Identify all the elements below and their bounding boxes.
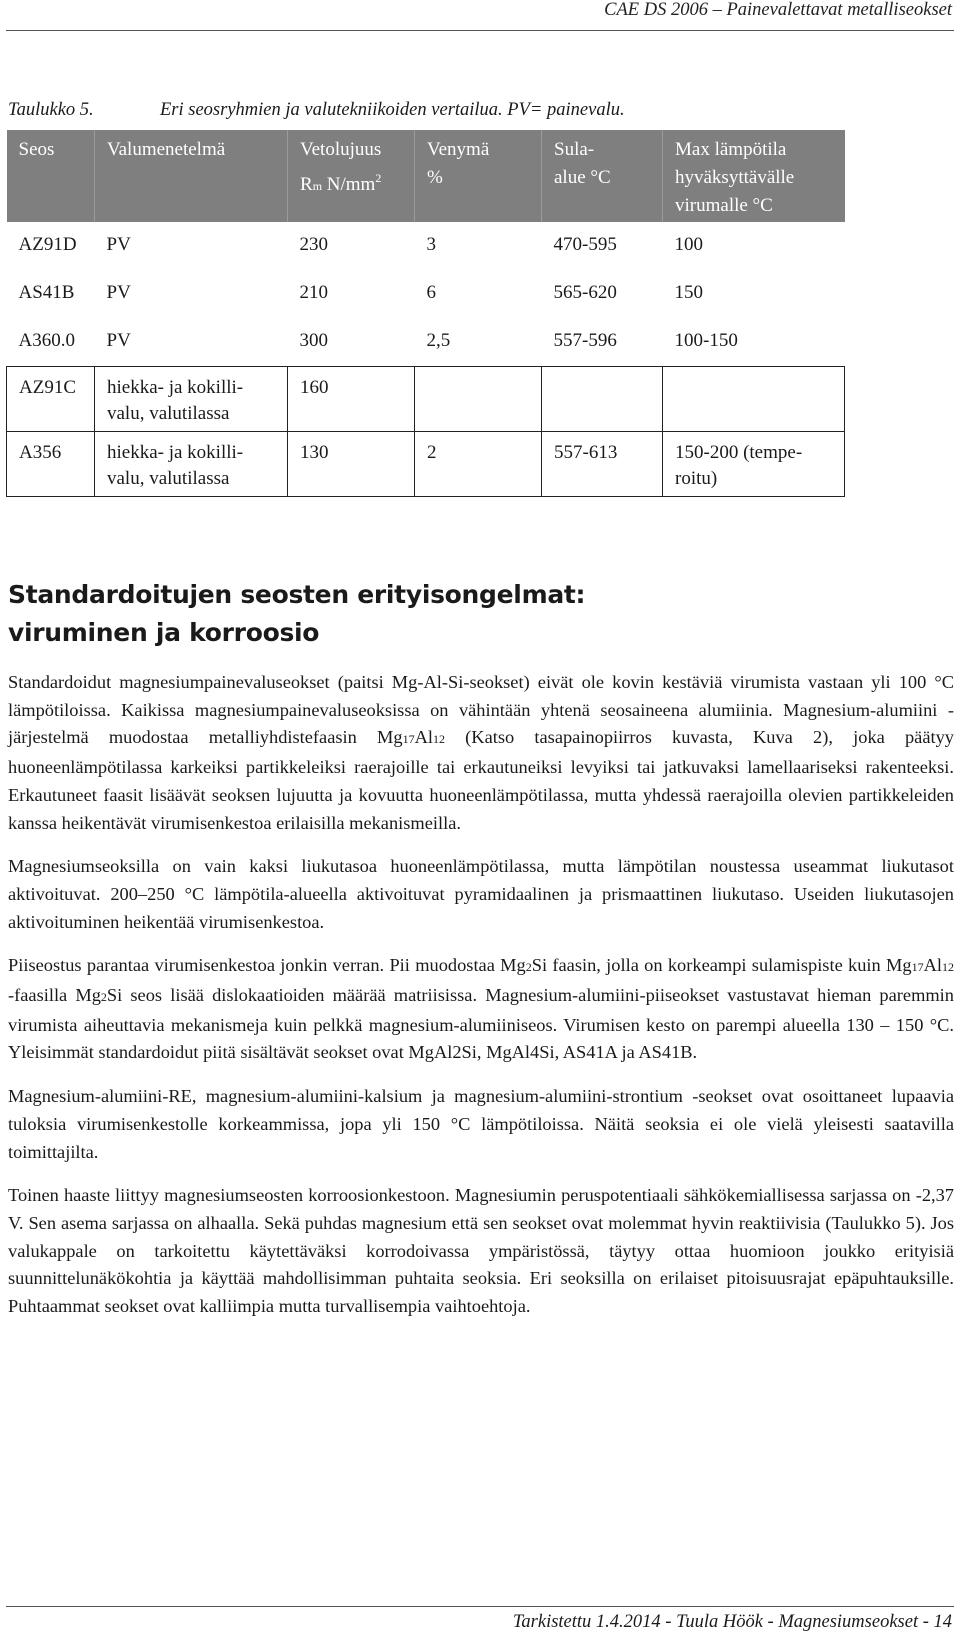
table-row — [7, 432, 845, 497]
cell-seos: AZ91C — [7, 367, 95, 432]
paragraph-1-part-a: Standardoidut magnesiumpainevaluseokset (paitsi Mg-Al-Si-seokset) eivät ole kovin kestäviä virumista vastaan yli 100 °C lämpötiloissa. Kaikissa magnesiumpainevaluseoksissa on vähintään yhtenä seosaineena alumiinia. Magnesium-alumiini -järjestelmä muodostaa metalliyhdistefaasin Mg — [8, 672, 954, 748]
cell-vetolujuus: 300 — [299, 330, 328, 351]
cell-max — [663, 432, 845, 497]
paragraph-4: Magnesium-alumiini-RE, magnesium-alumiini-kalsium ja magnesium-alumiini-strontium -seokset ovat osoittaneet lupaavia tuloksia virumisenkestolle korkeammissa, jopa yli 150 °C lämpötiloissa. Näitä seoksia ei ole vielä yleisesti saatavilla toimittajilta. — [8, 1086, 954, 1162]
header-max-line3: virumalle °C — [675, 195, 773, 216]
cell-sula — [542, 367, 663, 432]
cell-menetelma-line1: hiekka- ja kokilli- — [107, 442, 244, 463]
header-vetolujuus-line1: Vetolujuus — [300, 139, 382, 160]
header-max-line1: Max lämpötila — [675, 139, 787, 160]
header-valumenetelma: Valumenetelmä — [95, 130, 288, 222]
paragraph-3-part-e: Si seos lisää dislokaatioiden määrää matriisissa. Magnesium-alumiini-piiseokset vastustavat hieman paremmin virumista aiheuttavia mekanismeja kuin pelkkä magnesium-alumiiniseos. Virumisen kesto on parempi alueella 130 – 150 °C. Yleisimmät standardoidut piitä sisältävät seokset ovat MgAl2Si, MgAl4Si, AS41A ja AS41B. — [8, 985, 954, 1063]
paragraph-1 — [8, 669, 954, 837]
cell-max-line1: 150-200 (tempe- — [675, 442, 803, 463]
header-sula-alue — [542, 130, 663, 222]
cell-menetelma-line2: valu, valutilassa — [107, 403, 230, 424]
cell-sula: 557-596 — [553, 330, 617, 351]
cell-menetelma-line1: hiekka- ja kokilli- — [107, 377, 244, 398]
section-heading-line2: viruminen ja korroosio — [8, 618, 320, 647]
cell-max: 100 — [674, 234, 703, 255]
cell-vetolujuus: 130 — [288, 432, 415, 497]
cell-vetolujuus: 210 — [299, 282, 328, 303]
subscript: 12 — [942, 960, 954, 975]
cell-sula: 557-613 — [542, 432, 663, 497]
cell-menetelma: PV — [106, 330, 131, 351]
cell-max: 150 — [674, 282, 703, 303]
cell-venyma: 2 — [415, 432, 542, 497]
section-heading — [8, 576, 585, 652]
subscript: 17 — [911, 960, 924, 975]
page-footer: Tarkistettu 1.4.2014 - Tuula Höök - Magnesiumseokset - 14 — [512, 1612, 952, 1632]
header-venyma — [415, 130, 542, 222]
cell-menetelma-line2: valu, valutilassa — [107, 468, 230, 489]
header-vetolujuus — [288, 130, 415, 222]
table-row — [7, 318, 845, 367]
table-caption-label: Taulukko 5. — [8, 100, 94, 120]
header-venyma-line2: % — [427, 167, 443, 188]
header-divider — [6, 30, 954, 31]
table-row — [7, 270, 845, 318]
footer-divider — [6, 1606, 954, 1607]
cell-venyma — [415, 367, 542, 432]
cell-seos: AZ91D — [18, 234, 77, 255]
paragraph-1-part-b: Al — [414, 727, 433, 748]
subscript: 17 — [402, 732, 415, 747]
subscript: 12 — [432, 732, 445, 747]
paragraph-3-part-c: Al — [923, 955, 942, 976]
cell-venyma: 2,5 — [426, 330, 451, 351]
cell-sula: 470-595 — [553, 234, 617, 255]
cell-vetolujuus: 230 — [299, 234, 328, 255]
cell-max-line2: roitu) — [675, 468, 718, 489]
cell-venyma: 6 — [426, 282, 436, 303]
paragraph-3-part-b: Si faasin, jolla on korkeampi sulamispiste kuin Mg — [531, 955, 912, 976]
cell-menetelma: PV — [106, 282, 131, 303]
header-vetolujuus-r: R — [300, 174, 313, 195]
table-row — [7, 367, 845, 432]
subscript: 2 — [525, 960, 532, 975]
section-heading-line1: Standardoitujen seosten erityisongelmat: — [8, 580, 586, 609]
page-header: CAE DS 2006 – Painevalettavat metalliseokset — [604, 0, 952, 20]
paragraph-2: Magnesiumseoksilla on vain kaksi liukutasoa huoneenlämpötilassa, mutta lämpötilan noustessa useammat liukutasot aktivoituvat. 200–250 °C lämpötila-alueella aktivoituvat pyramidaalinen ja prismaattinen liukutaso. Useiden liukutasojen aktivoituminen heikentää virumisenkestoa. — [8, 856, 954, 932]
cell-venyma: 3 — [426, 234, 436, 255]
cell-max — [663, 367, 845, 432]
table-header-row — [7, 130, 845, 222]
cell-seos: A356 — [7, 432, 95, 497]
header-vetolujuus-unit: N/mm — [322, 174, 376, 195]
header-venyma-line1: Venymä — [427, 139, 490, 160]
subscript: 2 — [100, 990, 107, 1005]
table-caption-text: Eri seosryhmien ja valutekniikoiden vertailua. PV= painevalu. — [160, 100, 625, 120]
cell-menetelma — [95, 432, 288, 497]
header-seos: Seos — [7, 130, 95, 222]
cell-max: 100-150 — [674, 330, 738, 351]
paragraph-5: Toinen haaste liittyy magnesiumseosten korroosionkestoon. Magnesiumin peruspotentiaali sähkökemiallisessa sarjassa on -2,37 V. Sen asema sarjassa on alhaalla. Sekä puhdas magnesium että sen seokset ovat molemmat hyvin reaktiivisia (Taulukko 5). Jos valukappale on tarkoitettu käytettäväksi korrodoivassa ympäristössä, täytyy ottaa huomioon joukko erityisiä suunnittelunäkökohtia ja käyttää mahdollisimman puhtaita seoksia. Eri seoksilla on erilaiset pitoisuusrajat epäpuhtauksille. Puhtaammat seokset ovat kalliimpia mutta turvallisempia vaihtoehtoja. — [8, 1185, 954, 1317]
header-sula-line1: Sula- — [554, 139, 595, 160]
header-max-line2: hyväksyttävälle — [675, 167, 795, 188]
cell-seos: AS41B — [18, 282, 75, 303]
header-vetolujuus-sup: 2 — [375, 171, 382, 185]
cell-vetolujuus: 160 — [288, 367, 415, 432]
header-max-lampotila — [663, 130, 845, 222]
cell-seos: A360.0 — [18, 330, 75, 351]
paragraph-3 — [8, 952, 954, 1067]
cell-sula: 565-620 — [553, 282, 617, 303]
table-row — [7, 222, 845, 270]
paragraph-3-part-a: Piiseostus parantaa virumisenkestoa jonkin verran. Pii muodostaa Mg — [8, 955, 526, 976]
alloy-comparison-table — [6, 130, 845, 497]
cell-menetelma: PV — [106, 234, 131, 255]
cell-menetelma — [95, 367, 288, 432]
header-vetolujuus-sub: m — [312, 179, 323, 193]
body-text — [8, 669, 954, 1337]
paragraph-1-part-c: (Katso tasapainopiirros kuvasta, Kuva 2), joka päätyy huoneenlämpötilassa karkeiksi partikkeleiksi raerajoille tai erkautuneiksi levyiksi tai jatkuvaksi lamellaariseksi rakenteeksi. Erkautuneet faasit lisäävät seoksen lujuutta ja kovuutta huoneenlämpötilassa, mutta yhdessä raerajoilla olevien partikkeleiden kanssa heikentävät virumisenkestoa erilaisilla mekanismeilla. — [8, 727, 955, 833]
table-caption — [8, 100, 625, 121]
paragraph-3-part-d: -faasilla Mg — [8, 985, 101, 1006]
header-sula-line2: alue °C — [554, 167, 611, 188]
